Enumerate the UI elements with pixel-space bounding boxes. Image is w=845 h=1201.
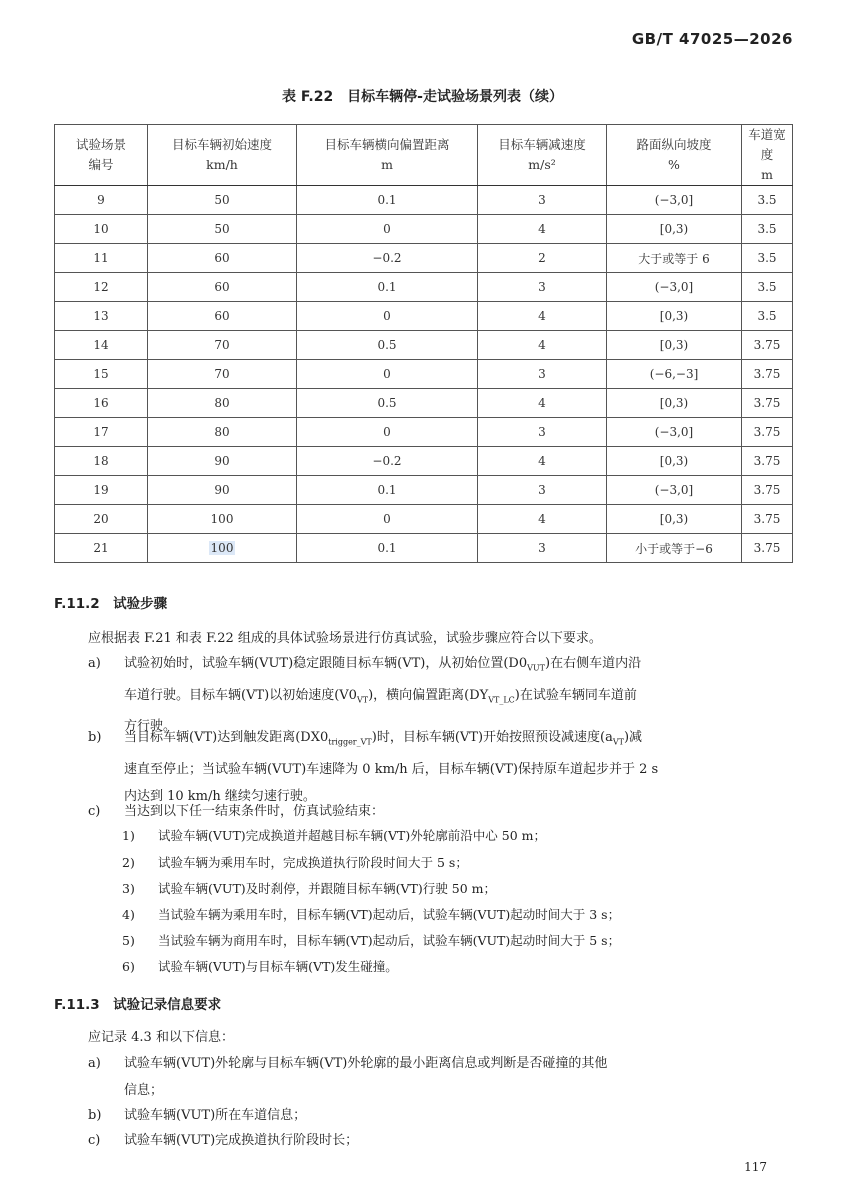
cell: 3.75 — [742, 418, 793, 447]
cell: 80 — [148, 418, 297, 447]
sub-list-item: 6) 试验车辆(VUT)与目标车辆(VT)发生碰撞。 — [122, 959, 398, 974]
text: 当达到以下任一结束条件时，仿真试验结束： — [124, 804, 385, 819]
cell: 3.75 — [742, 360, 793, 389]
col-header-scenario: 试验场景 编号 — [55, 125, 148, 186]
cell: 21 — [55, 534, 148, 563]
table-row — [55, 244, 793, 273]
text: 方行驶。 — [124, 719, 177, 735]
cell: 19 — [55, 476, 148, 505]
text: )减 — [623, 730, 643, 745]
cell: 4 — [478, 447, 607, 476]
cell: 14 — [55, 331, 148, 360]
table-row — [55, 418, 793, 447]
list-item-c — [88, 798, 384, 825]
text: )在右侧车道内沿 — [545, 656, 642, 671]
cell: 3.5 — [742, 273, 793, 302]
cell: 17 — [55, 418, 148, 447]
list-label: b) — [88, 730, 102, 745]
cell: [0,3) — [607, 215, 742, 244]
text: 试验车辆(VUT)外轮廓与目标车辆(VT)外轮廓的最小距离信息或判断是否碰撞的其他 — [124, 1056, 608, 1071]
section-heading-test-steps: F.11.2 试验步骤 — [54, 596, 168, 612]
cell: 3 — [478, 273, 607, 302]
cell: 0.1 — [297, 273, 478, 302]
subscript: VT — [612, 737, 624, 747]
cell: 4 — [478, 505, 607, 534]
cell: 20 — [55, 505, 148, 534]
subscript: VUT — [527, 663, 545, 673]
list-item-b — [88, 724, 658, 810]
cell: 50 — [148, 186, 297, 215]
table-row — [55, 302, 793, 331]
table-row — [55, 331, 793, 360]
list-label: c) — [88, 1133, 101, 1148]
cell: 3 — [478, 476, 607, 505]
text: 试验车辆(VUT)完成换道执行阶段时长； — [124, 1133, 359, 1148]
cell: 3.75 — [742, 447, 793, 476]
cell: 0.1 — [297, 186, 478, 215]
list-label: a) — [88, 656, 101, 671]
subscript: VT_LC — [488, 695, 515, 705]
cell: 0 — [297, 360, 478, 389]
cell: 9 — [55, 186, 148, 215]
cell: 11 — [55, 244, 148, 273]
cell: 4 — [478, 389, 607, 418]
text: 当目标车辆(VT)达到触发距离(DX0 — [124, 730, 329, 745]
sub-list-item: 4) 当试验车辆为乘用车时，目标车辆(VT)起动后，试验车辆(VUT)起动时间大于 3 s； — [122, 907, 621, 922]
document-id: GB/T 47025—2026 — [631, 30, 793, 48]
cell: 10 — [55, 215, 148, 244]
section-intro: 应根据表 F.21 和表 F.22 组成的具体试验场景进行仿真试验，试验步骤应符合以下要求。 — [88, 631, 602, 646]
text: 内达到 10 km/h 继续匀速行驶。 — [124, 788, 316, 804]
cell: 4 — [478, 331, 607, 360]
text-selection-highlight: 100 — [210, 541, 234, 555]
cell: 大于或等于 6 — [607, 244, 742, 273]
cell: 80 — [148, 389, 297, 418]
sub-list-item: 5) 当试验车辆为商用车时，目标车辆(VT)起动后，试验车辆(VUT)起动时间大于 5 s； — [122, 933, 621, 948]
cell: (−6,−3] — [607, 360, 742, 389]
table-row — [55, 534, 793, 563]
table-row — [55, 505, 793, 534]
cell: [0,3) — [607, 331, 742, 360]
cell: 4 — [478, 215, 607, 244]
table-row — [55, 215, 793, 244]
cell: 15 — [55, 360, 148, 389]
table-row — [55, 273, 793, 302]
list-item-c — [88, 1127, 358, 1154]
cell: (−3,0] — [607, 186, 742, 215]
table-row — [55, 476, 793, 505]
cell: 3 — [478, 360, 607, 389]
table-row — [55, 389, 793, 418]
section-intro: 应记录 4.3 和以下信息： — [88, 1030, 234, 1045]
text: )在试验车辆同车道前 — [514, 687, 637, 703]
cell: 0.5 — [297, 331, 478, 360]
cell: 3.75 — [742, 389, 793, 418]
cell: 100 — [148, 505, 297, 534]
col-header-speed: 目标车辆初始速度 km/h — [148, 125, 297, 186]
col-header-decel: 目标车辆减速度 m/s² — [478, 125, 607, 186]
cell: 3 — [478, 186, 607, 215]
cell: 0.1 — [297, 534, 478, 563]
cell: 60 — [148, 244, 297, 273]
list-label: a) — [88, 1056, 101, 1071]
sub-list-item: 2) 试验车辆为乘用车时，完成换道执行阶段时间大于 5 s； — [122, 855, 468, 870]
page-number: 117 — [744, 1160, 767, 1174]
cell: 50 — [148, 215, 297, 244]
cell: 13 — [55, 302, 148, 331]
col-header-lane-width: 车道宽度 m — [742, 125, 793, 186]
cell: 0 — [297, 505, 478, 534]
text: )，横向偏置距离(DY — [368, 687, 489, 703]
cell: −0.2 — [297, 447, 478, 476]
cell: 70 — [148, 331, 297, 360]
list-label: b) — [88, 1108, 102, 1123]
text: 信息； — [124, 1083, 164, 1098]
cell: [0,3) — [607, 447, 742, 476]
cell: 12 — [55, 273, 148, 302]
col-header-offset: 目标车辆横向偏置距离 m — [297, 125, 478, 186]
cell: 3.75 — [742, 476, 793, 505]
cell: −0.2 — [297, 244, 478, 273]
subscript: trigger_VT — [328, 737, 372, 747]
cell: 3.75 — [742, 505, 793, 534]
list-label: c) — [88, 804, 101, 819]
cell: 60 — [148, 302, 297, 331]
cell: (−3,0] — [607, 273, 742, 302]
cell: 70 — [148, 360, 297, 389]
col-header-slope: 路面纵向坡度 % — [607, 125, 742, 186]
text: 试验初始时，试验车辆(VUT)稳定跟随目标车辆(VT)，从初始位置(D0 — [124, 656, 528, 671]
cell: 3 — [478, 534, 607, 563]
cell: 0.5 — [297, 389, 478, 418]
cell: 0 — [297, 215, 478, 244]
cell: 18 — [55, 447, 148, 476]
list-item-a — [88, 1050, 607, 1104]
cell: 3.5 — [742, 215, 793, 244]
cell: [0,3) — [607, 302, 742, 331]
section-heading-record-info: F.11.3 试验记录信息要求 — [54, 997, 222, 1013]
cell: 3.75 — [742, 331, 793, 360]
cell: 3.5 — [742, 244, 793, 273]
cell: 2 — [478, 244, 607, 273]
table-row — [55, 360, 793, 389]
table-row — [55, 447, 793, 476]
cell: 3.5 — [742, 186, 793, 215]
cell: 3.75 — [742, 534, 793, 563]
cell: 3.5 — [742, 302, 793, 331]
cell: 90 — [148, 447, 297, 476]
cell: 4 — [478, 302, 607, 331]
cell: 60 — [148, 273, 297, 302]
table-row — [55, 186, 793, 215]
cell: 0 — [297, 418, 478, 447]
text: 试验车辆(VUT)所在车道信息； — [124, 1108, 307, 1123]
text: 速直至停止；当试验车辆(VUT)车速降为 0 km/h 后，目标车辆(VT)保持原车道起步并于 2 s — [124, 761, 659, 777]
cell: 16 — [55, 389, 148, 418]
cell: 90 — [148, 476, 297, 505]
sub-list-item: 3) 试验车辆(VUT)及时刹停，并跟随目标车辆(VT)行驶 50 m； — [122, 881, 496, 896]
subscript: VT — [356, 695, 369, 705]
cell: 0.1 — [297, 476, 478, 505]
cell: [0,3) — [607, 389, 742, 418]
text: 车道行驶。目标车辆(VT)以初始速度(V0 — [124, 687, 357, 703]
text: )时，目标车辆(VT)开始按照预设减速度(a — [371, 730, 613, 745]
list-item-b — [88, 1102, 306, 1129]
cell: 3 — [478, 418, 607, 447]
cell: [0,3) — [607, 505, 742, 534]
cell: 0 — [297, 302, 478, 331]
table-header-row — [55, 125, 793, 186]
scenario-table — [54, 124, 793, 563]
table-title: 表 F.22 目标车辆停-走试验场景列表（续） — [282, 89, 563, 105]
cell-selected — [148, 534, 297, 563]
cell: (−3,0] — [607, 476, 742, 505]
sub-list-item: 1) 试验车辆(VUT)完成换道并超越目标车辆(VT)外轮廓前沿中心 50 m； — [122, 828, 546, 843]
cell: (−3,0] — [607, 418, 742, 447]
cell: 小于或等于−6 — [607, 534, 742, 563]
